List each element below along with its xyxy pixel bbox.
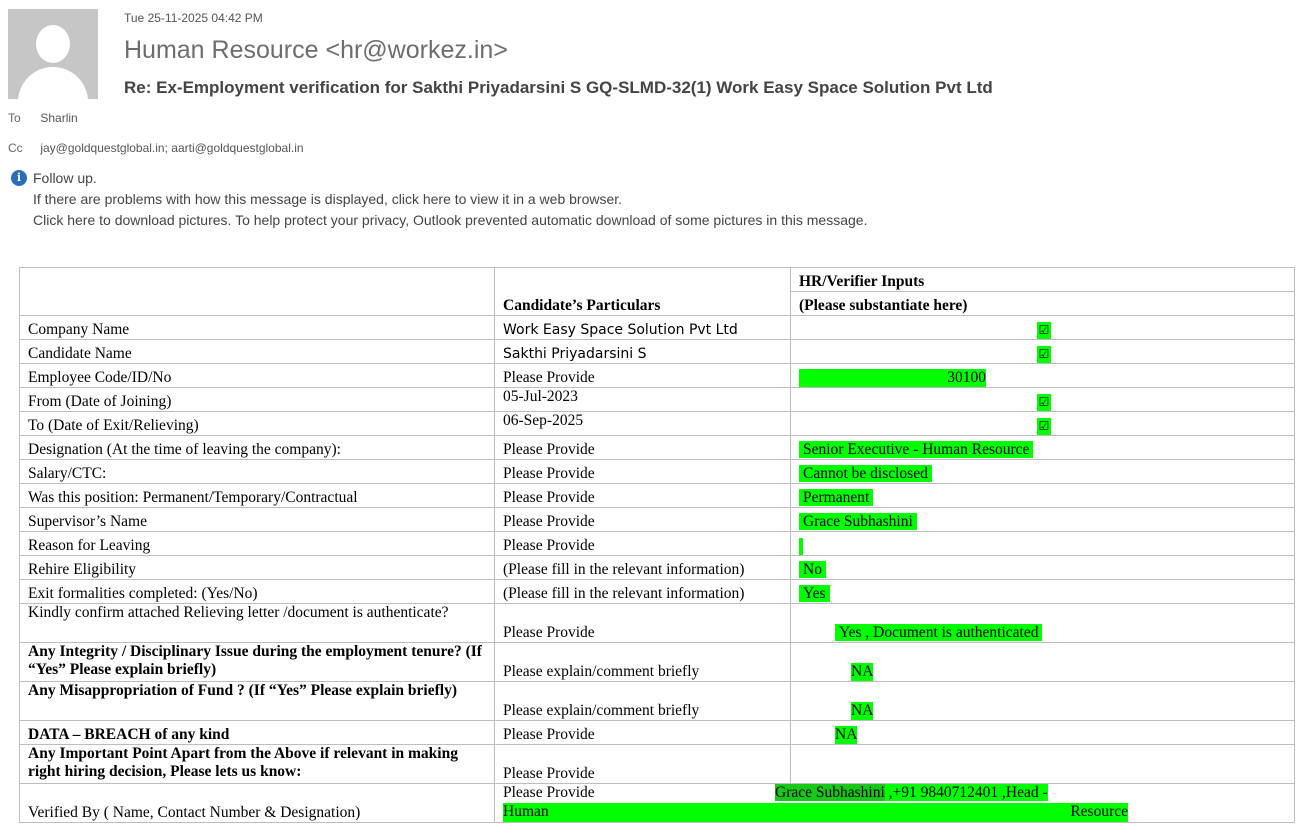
row-particular: Please explain/comment briefly	[495, 682, 791, 721]
table-row	[20, 580, 1295, 604]
verifier-input-cell	[791, 508, 1295, 532]
verifier-input-cell	[791, 412, 1295, 436]
verification-table	[19, 267, 1295, 823]
table-row	[20, 340, 1295, 364]
table-row	[20, 388, 1295, 412]
verifier-input-cell	[791, 388, 1295, 412]
table-row	[20, 436, 1295, 460]
misappropriation-value: NA	[851, 702, 874, 719]
table-row	[20, 316, 1295, 340]
checkbox-checked-icon[interactable]: ☑	[1038, 395, 1050, 409]
row-label: Employee Code/ID/No	[20, 364, 495, 388]
row-label: Designation (At the time of leaving the company):	[20, 436, 495, 460]
table-row	[20, 604, 1295, 643]
row-particular: (Please fill in the relevant information)	[495, 556, 791, 580]
empty-highlight-mark	[799, 538, 803, 555]
verifier-phone-title: ,+91 9840712401 ,Head -	[884, 784, 1048, 801]
row-label: DATA – BREACH of any kind	[20, 721, 495, 745]
row-label: Reason for Leaving	[20, 532, 495, 556]
verifier-input-cell	[791, 460, 1295, 484]
rehire-value: No	[799, 561, 826, 578]
avatar-body-shape	[18, 67, 88, 99]
row-label: Salary/CTC:	[20, 460, 495, 484]
sender-avatar	[8, 9, 98, 99]
row-particular: Please Provide	[495, 484, 791, 508]
row-label: To (Date of Exit/Relieving)	[20, 412, 495, 436]
verifier-dept-left: Human	[503, 803, 549, 820]
hr-inputs-header: HR/Verifier Inputs	[791, 268, 1295, 292]
row-label: Was this position: Permanent/Temporary/Contractual	[20, 484, 495, 508]
verifier-input-cell	[791, 580, 1295, 604]
follow-up-flag: Follow up.	[33, 170, 97, 186]
table-row	[20, 484, 1295, 508]
exit-formalities-value: Yes	[799, 585, 830, 602]
verifier-input-cell	[791, 316, 1295, 340]
row-label: Company Name	[20, 316, 495, 340]
table-row	[20, 721, 1295, 745]
verifier-input-cell	[791, 364, 1295, 388]
row-label: Any Integrity / Disciplinary Issue during the employment tenure? (If “Yes” Please explain briefly)	[20, 643, 495, 682]
verified-by-line2	[503, 803, 1128, 822]
salary-value: Cannot be disclosed	[799, 465, 932, 482]
row-particular: Sakthi Priyadarsini S	[495, 340, 791, 364]
employee-code-value: 30100	[799, 369, 986, 387]
verifier-contact	[775, 784, 1048, 802]
message-subject: Re: Ex-Employment verification for Sakthi Priyadarsini S GQ-SLMD-32(1) Work Easy Space Solution Pvt Ltd	[124, 78, 993, 97]
table-row	[20, 460, 1295, 484]
row-particular: Work Easy Space Solution Pvt Ltd	[495, 316, 791, 340]
row-label: Candidate Name	[20, 340, 495, 364]
checkbox-checked-icon[interactable]: ☑	[1038, 419, 1050, 433]
header-empty-cell	[20, 268, 495, 316]
view-in-browser-notice[interactable]: If there are problems with how this message is displayed, click here to view it in a web browser.	[33, 191, 623, 207]
data-breach-value: NA	[835, 726, 858, 743]
position-type-value: Permanent	[799, 489, 873, 506]
integrity-issue-value: NA	[851, 663, 874, 680]
row-particular: Please Provide	[495, 364, 791, 388]
row-label: Supervisor’s Name	[20, 508, 495, 532]
verifier-input-cell	[791, 484, 1295, 508]
verifier-dept-right: Resource	[1070, 803, 1128, 820]
verifier-input-cell	[791, 745, 1295, 784]
checkbox-checked-icon[interactable]: ☑	[1038, 347, 1050, 361]
row-label: From (Date of Joining)	[20, 388, 495, 412]
relieving-letter-value: Yes , Document is authenticated	[835, 624, 1042, 641]
verified-by-cell	[495, 784, 1295, 823]
verified-by-line1	[503, 784, 1286, 803]
row-label: Verified By ( Name, Contact Number & Designation)	[20, 784, 495, 823]
verifier-input-cell	[791, 643, 1295, 682]
avatar-head-shape	[36, 25, 70, 63]
table-row	[20, 412, 1295, 436]
verifier-name: Grace Subhashini	[775, 784, 885, 801]
row-label: Rehire Eligibility	[20, 556, 495, 580]
sender-name[interactable]: Human Resource <hr@workez.in>	[124, 36, 508, 64]
row-particular: Please Provide	[503, 784, 595, 801]
table-row	[20, 556, 1295, 580]
substantiate-header: (Please substantiate here)	[791, 292, 1295, 316]
message-datetime: Tue 25-11-2025 04:42 PM	[124, 11, 263, 25]
table-row	[20, 682, 1295, 721]
candidate-particulars-header: Candidate’s Particulars	[495, 268, 791, 316]
row-label: Exit formalities completed: (Yes/No)	[20, 580, 495, 604]
verifier-input-cell	[791, 682, 1295, 721]
table-row	[20, 532, 1295, 556]
to-recipient[interactable]: Sharlin	[40, 111, 78, 125]
row-particular: Please Provide	[495, 460, 791, 484]
table-header-row	[20, 268, 1295, 292]
table-row	[20, 784, 1295, 823]
to-label: To	[8, 111, 21, 125]
download-pictures-notice[interactable]: Click here to download pictures. To help protect your privacy, Outlook prevented automatic download of some pictures in this message.	[33, 212, 868, 228]
row-particular: Please Provide	[495, 532, 791, 556]
checkbox-checked-icon[interactable]: ☑	[1038, 323, 1050, 337]
table-row	[20, 643, 1295, 682]
supervisor-name-value: Grace Subhashini	[799, 513, 917, 530]
cc-recipients[interactable]: jay@goldquestglobal.in; aarti@goldquestglobal.in	[40, 141, 304, 155]
verifier-input-cell	[791, 556, 1295, 580]
row-particular: 06-Sep-2025	[495, 412, 791, 436]
cc-row	[8, 141, 304, 155]
verifier-input-cell	[791, 436, 1295, 460]
row-particular: (Please fill in the relevant information)	[495, 580, 791, 604]
table-row	[20, 508, 1295, 532]
row-label: Any Important Point Apart from the Above if relevant in making right hiring decision, Please lets us know:	[20, 745, 495, 784]
cc-label: Cc	[8, 141, 23, 155]
row-label: Any Misappropriation of Fund ? (If “Yes” Please explain briefly)	[20, 682, 495, 721]
verifier-input-cell	[791, 604, 1295, 643]
verifier-input-cell	[791, 721, 1295, 745]
row-particular: 05-Jul-2023	[495, 388, 791, 412]
table-row	[20, 364, 1295, 388]
row-particular: Please explain/comment briefly	[495, 643, 791, 682]
verifier-input-cell	[791, 340, 1295, 364]
row-label: Kindly confirm attached Relieving letter /document is authenticate?	[20, 604, 495, 643]
designation-value: Senior Executive - Human Resource	[799, 441, 1033, 458]
info-icon: i	[11, 170, 27, 186]
to-row	[8, 111, 78, 125]
verifier-input-cell	[791, 532, 1295, 556]
table-row	[20, 745, 1295, 784]
row-particular: Please Provide	[495, 508, 791, 532]
row-particular: Please Provide	[495, 745, 791, 784]
row-particular: Please Provide	[495, 721, 791, 745]
row-particular: Please Provide	[495, 436, 791, 460]
row-particular: Please Provide	[495, 604, 791, 643]
